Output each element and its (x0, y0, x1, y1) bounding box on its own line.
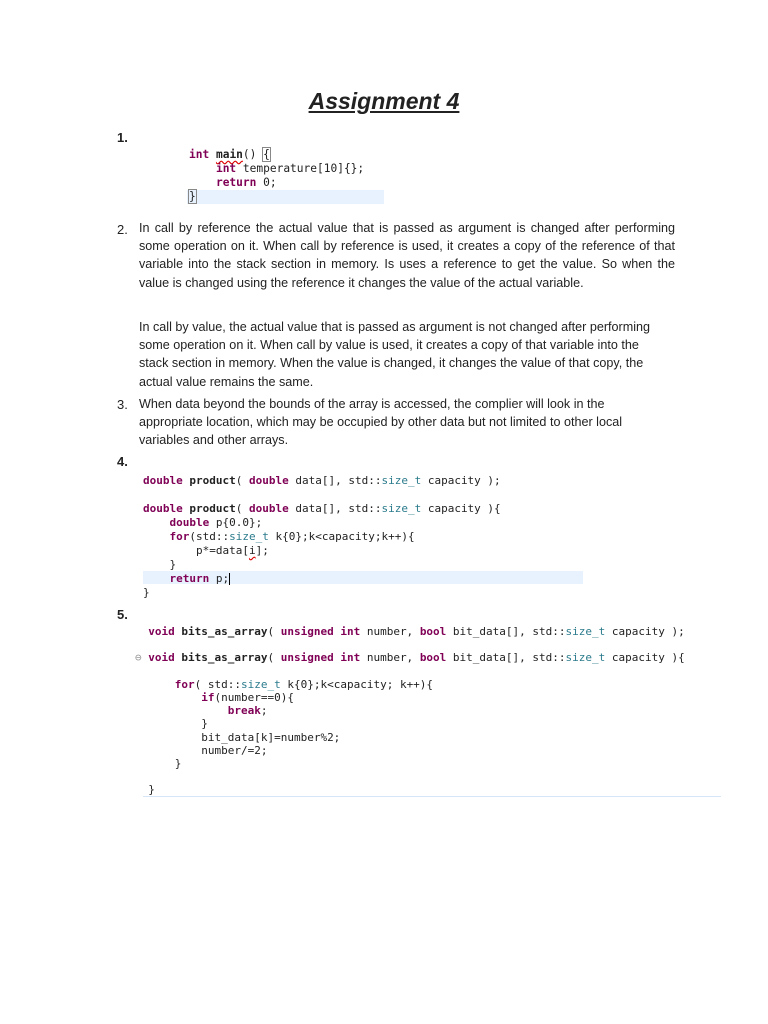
item-number-1: 1. (117, 130, 128, 145)
code-line: double product( double data[], std::size_t capacity ); (143, 474, 501, 487)
code-line: return 0; (215, 176, 277, 189)
code-line: number/=2; (201, 743, 268, 757)
code-line: } (148, 783, 155, 797)
code-line: return p; (169, 572, 230, 585)
q2-paragraph-value: In call by value, the actual value that is passed as argument is not changed after performing some operation on it. When call by value is used, it creates a copy of that variable into the stack section in memory. When the value is changed, it changes the value of that copy, the actual value remains the same. (139, 320, 651, 389)
code-line: int main() { (189, 148, 270, 161)
code-line: if(number==0){ (201, 691, 294, 705)
item-number-2: 2. (117, 222, 128, 237)
code-line: int temperature[10]{}; (215, 162, 365, 175)
code-line: } (143, 586, 150, 599)
code-line: ⊖ void bits_as_array( unsigned int number, bool bit_data[], std::size_t capacity ){ (135, 651, 685, 665)
item-number-4: 4. (117, 454, 128, 469)
q1-code-block (189, 148, 364, 204)
item-number-3: 3. (117, 397, 128, 412)
code-line: double p{0.0}; (169, 516, 263, 529)
q2-paragraph-reference: In call by reference the actual value that is passed as argument is changed after performing some operation on it. When call by reference is used, it creates a copy of the reference of that variable into the stack section in memory. Is uses a reference to get the value. So when the value is changed using the reference it changes the value of the actual variable. (139, 221, 675, 290)
code-line: double product( double data[], std::size_t capacity ){ (143, 502, 501, 515)
code-line: } (189, 190, 196, 203)
code-line: } (169, 558, 177, 571)
item-number-5: 5. (117, 607, 128, 622)
code-line: p*=data[i]; (195, 544, 269, 557)
code-line: for( std::size_t k{0};k<capacity; k++){ (174, 677, 434, 691)
code-line: bit_data[k]=number%2; (201, 730, 341, 744)
text-cursor (229, 573, 230, 585)
q5-code-block (135, 625, 685, 797)
document-title: Assignment 4 (308, 88, 460, 114)
q4-code-block (143, 474, 501, 600)
code-line: } (174, 757, 182, 771)
code-line: } (201, 717, 208, 731)
code-line: break; (227, 704, 268, 718)
code-line: for(std::size_t k{0};k<capacity;k++){ (169, 530, 415, 543)
fold-marker-icon: ⊖ (135, 651, 142, 665)
code-line: void bits_as_array( unsigned int number, bool bit_data[], std::size_t capacity ); (148, 625, 685, 638)
q3-paragraph: When data beyond the bounds of the array is accessed, the complier will look in the appropriate location, which may be occupied by other data but not limited to other local variables and other arrays. (139, 397, 623, 448)
text-cursor (196, 191, 197, 203)
